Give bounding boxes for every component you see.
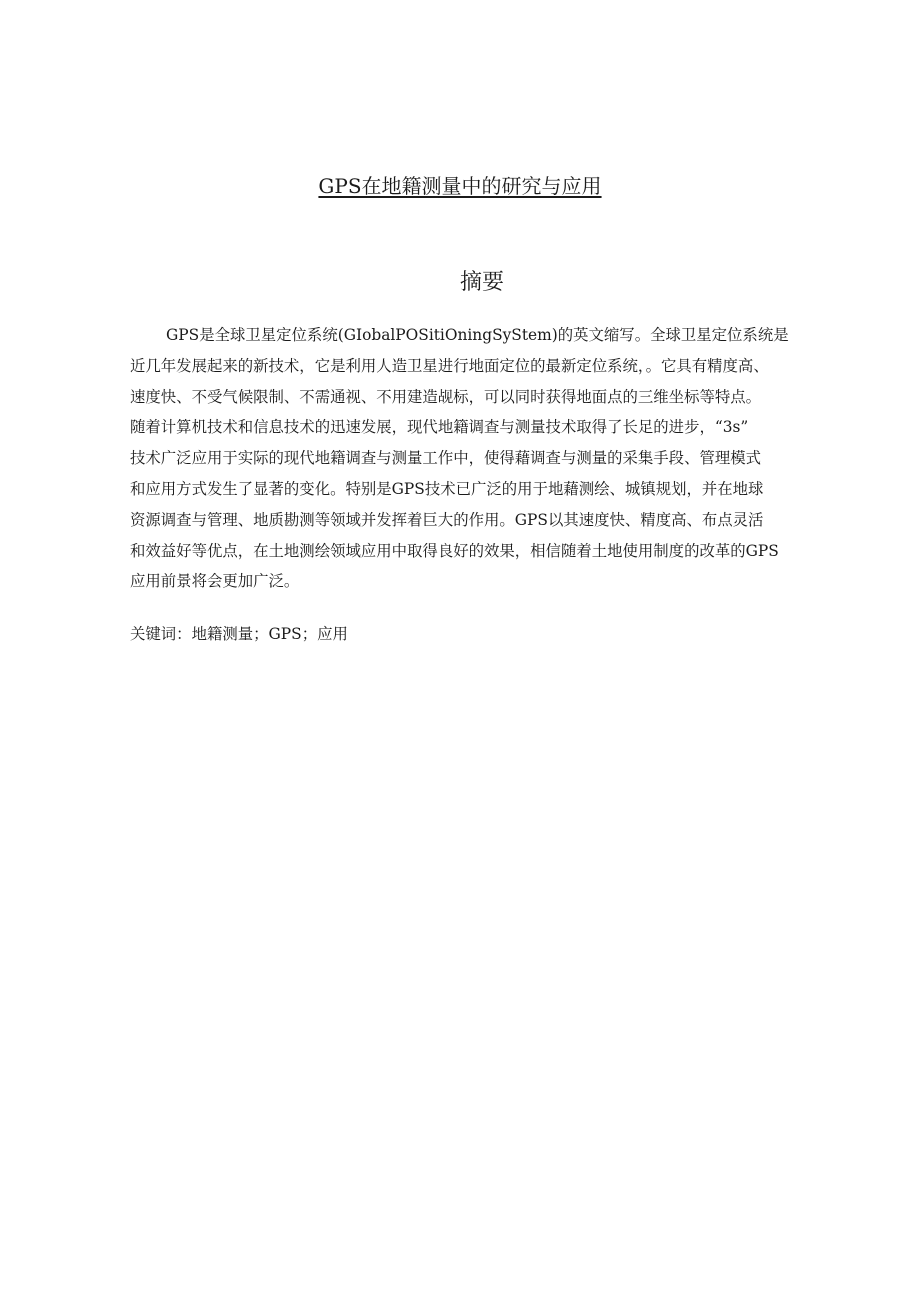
abstract-body — [130, 320, 850, 597]
abstract-line: 近几年发展起来的新技术，它是利用人造卫星进行地面定位的最新定位系统，。它具有精度高、 — [130, 356, 769, 375]
abstract-line: 速度快、不受气候限制、不需通视、不用建造觇标，可以同时获得地面点的三维坐标等特点。 — [130, 387, 762, 406]
abstract-line: 和效益好等优点，在土地测绘领域应用中取得良好的效果，相信随着土地使用制度的改革的GPS — [130, 541, 779, 560]
abstract-line: 技术广泛应用于实际的现代地籍调查与测量工作中，使得藉调查与测量的采集手段、管理模式 — [130, 449, 762, 468]
document-title: GPS在地籍测量中的研究与应用 — [318, 174, 602, 198]
abstract-heading: 摘要 — [459, 270, 504, 295]
abstract-line: 和应用方式发生了显著的变化。特别是GPS技术已广泛的用于地藉测绘、城镇规划，并在地球 — [130, 479, 764, 498]
abstract-line: 随着计算机技术和信息技术的迅速发展，现代地籍调查与测量技术取得了长足的进步，“3s” — [130, 418, 749, 437]
abstract-line: GPS是全球卫星定位系统(GIobalPOSitiOningSyStem)的英文缩写。全球卫星定位系统是 — [166, 326, 789, 344]
abstract-line: 应用前景将会更加广泛。 — [130, 572, 300, 591]
keywords-line: 关键词：地籍测量；GPS；应用 — [130, 625, 348, 643]
abstract-line: 资源调查与管理、地质勘测等领域并发挥着巨大的作用。GPS以其速度快、精度高、布点灵活 — [130, 510, 764, 529]
